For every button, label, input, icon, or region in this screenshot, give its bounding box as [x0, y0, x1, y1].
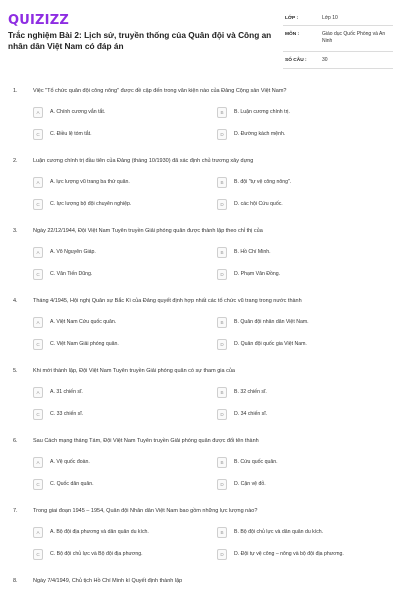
option-letter-box: D: [217, 409, 227, 420]
question-text: Trong giai đoạn 1945 – 1954, Quân đội Nhân dân Việt Nam bao gồm những lực lượng nào?: [33, 508, 258, 514]
option-text: C. Điều lệ tóm tắt.: [50, 131, 92, 137]
option-text: B. Cứu quốc quân.: [234, 459, 278, 465]
option-text: D. các hội Cứu quốc.: [234, 201, 283, 207]
option-text: C. 33 chiến sĩ.: [50, 411, 84, 417]
worksheet-info-table: [283, 10, 393, 69]
question-text: Tháng 4/1945, Hội nghị Quân sự Bắc Kì của Đảng quyết định hợp nhất các tổ chức vũ trang trong nước thành: [33, 298, 302, 304]
option-letter-box: A: [33, 107, 43, 118]
option-text: C. lực lượng bộ đội chuyên nghiệp.: [50, 201, 132, 207]
option-letter-box: D: [217, 129, 227, 140]
option-letter-box: C: [33, 339, 43, 350]
info-value: Giáo dục Quốc Phòng và An Ninh: [322, 31, 386, 44]
option-letter-box: B: [217, 527, 227, 538]
question-item: [0, 508, 400, 578]
answer-option[interactable]: [217, 549, 385, 560]
option-letter-box: D: [217, 479, 227, 490]
option-text: A. Chính cương vắn tắt.: [50, 109, 106, 115]
option-text: C. Bộ đội chủ lực và Bộ đội địa phương.: [50, 551, 143, 557]
question-number: 1.: [13, 88, 18, 94]
option-text: C. Quốc dân quân.: [50, 481, 94, 487]
question-item: [0, 298, 400, 368]
answer-option[interactable]: [217, 457, 385, 468]
option-text: A. Võ Nguyên Giáp.: [50, 249, 96, 255]
option-letter-box: C: [33, 129, 43, 140]
option-text: D. Cận vệ đỏ.: [234, 481, 266, 487]
option-letter-box: C: [33, 199, 43, 210]
option-letter-box: D: [217, 549, 227, 560]
question-list: [0, 88, 400, 600]
question-number: 5.: [13, 368, 18, 374]
option-text: B. Quân đội nhân dân Việt Nam.: [234, 319, 309, 325]
option-letter-box: A: [33, 177, 43, 188]
option-letter-box: D: [217, 269, 227, 280]
answer-option[interactable]: [217, 317, 385, 328]
info-value: 30: [322, 57, 328, 63]
worksheet-header: [0, 0, 400, 78]
question-text: Sau Cách mạng tháng Tám, Đội Việt Nam Tuyên truyền Giải phóng quân được đổi tên thành: [33, 438, 259, 444]
question-number: 7.: [13, 508, 18, 514]
info-row-class: [283, 10, 393, 26]
option-letter-box: A: [33, 457, 43, 468]
option-letter-box: A: [33, 387, 43, 398]
answer-option[interactable]: [33, 549, 201, 560]
answer-option[interactable]: [217, 247, 385, 258]
option-letter-box: D: [217, 199, 227, 210]
option-text: D. Quân đội quốc gia Việt Nam.: [234, 341, 307, 347]
answer-option[interactable]: [217, 479, 385, 490]
option-text: D. 34 chiến sĩ.: [234, 411, 268, 417]
option-letter-box: A: [33, 317, 43, 328]
question-text: Việc "Tổ chức quân đội công nông" được đề cập đến trong văn kiện nào của Đảng Cộng sản Việt Nam?: [33, 88, 287, 94]
option-letter-box: B: [217, 247, 227, 258]
quizizz-logo: QUIZIZZ: [8, 13, 69, 28]
answer-option[interactable]: [33, 269, 201, 280]
option-text: C. Việt Nam Giải phóng quân.: [50, 341, 119, 347]
option-letter-box: B: [217, 387, 227, 398]
question-item: [0, 368, 400, 438]
answer-option[interactable]: [33, 387, 201, 398]
answer-option[interactable]: [217, 129, 385, 140]
answer-option[interactable]: [33, 177, 201, 188]
question-item: [0, 88, 400, 158]
option-letter-box: B: [217, 457, 227, 468]
answer-option[interactable]: [217, 199, 385, 210]
option-text: A. Việt Nam Cứu quốc quân.: [50, 319, 117, 325]
option-text: B. Bộ đội chủ lực và dân quân du kích.: [234, 529, 324, 535]
answer-option[interactable]: [217, 269, 385, 280]
info-row-subject: [283, 26, 393, 52]
option-letter-box: B: [217, 177, 227, 188]
info-label: SỐ CÂU :: [285, 58, 307, 63]
option-text: A. lực lượng vũ trang ba thứ quân.: [50, 179, 130, 185]
question-item: [0, 438, 400, 508]
question-number: 2.: [13, 158, 18, 164]
option-text: D. Đội tự vệ công – nông và bộ đội địa phương.: [234, 551, 344, 557]
option-text: B. Hồ Chí Minh.: [234, 249, 271, 255]
info-row-question-count: [283, 52, 393, 69]
option-letter-box: B: [217, 107, 227, 118]
answer-option[interactable]: [217, 177, 385, 188]
question-text: Luận cương chính trị đầu tiên của Đảng (tháng 10/1930) đã xác định chủ trương xây dựng: [33, 158, 254, 164]
answer-option[interactable]: [33, 479, 201, 490]
option-text: A. 31 chiến sĩ.: [50, 389, 83, 395]
option-letter-box: B: [217, 317, 227, 328]
option-letter-box: D: [217, 339, 227, 350]
question-number: 3.: [13, 228, 18, 234]
question-text: Ngày 7/4/1949, Chủ tịch Hồ Chí Minh kí Quyết định thành lập: [33, 578, 183, 584]
option-text: C. Văn Tiến Dũng.: [50, 271, 93, 277]
option-text: D. Đường kách mệnh.: [234, 131, 286, 137]
info-value: Lớp 10: [322, 15, 338, 21]
option-letter-box: A: [33, 247, 43, 258]
option-text: B. 32 chiến sĩ.: [234, 389, 267, 395]
info-label: LỚP :: [285, 16, 299, 21]
question-text: Khi mới thành lập, Đội Việt Nam Tuyên truyền Giải phóng quân có sự tham gia của: [33, 368, 235, 374]
option-text: D. Phạm Văn Đồng.: [234, 271, 281, 277]
question-item: [0, 158, 400, 228]
answer-option[interactable]: [33, 317, 201, 328]
question-number: 6.: [13, 438, 18, 444]
answer-option[interactable]: [33, 129, 201, 140]
question-item: [0, 578, 400, 600]
question-number: 8.: [13, 578, 18, 584]
answer-option[interactable]: [33, 107, 201, 118]
answer-option[interactable]: [217, 339, 385, 350]
answer-option[interactable]: [217, 527, 385, 538]
option-letter-box: C: [33, 549, 43, 560]
answer-option[interactable]: [217, 107, 385, 118]
option-text: A. Vệ quốc đoàn.: [50, 459, 90, 465]
question-text: Ngày 22/12/1944, Đội Việt Nam Tuyên truyền Giải phóng quân được thành lập theo chỉ thị của: [33, 228, 263, 234]
info-label: MÔN :: [285, 32, 300, 37]
answer-option[interactable]: [33, 247, 201, 258]
worksheet-title: Trắc nghiệm Bài 2: Lịch sử, truyền thống của Quân đội và Công an nhân dân Việt Nam có đáp án: [8, 30, 272, 51]
answer-option[interactable]: [217, 387, 385, 398]
option-letter-box: A: [33, 527, 43, 538]
question-item: [0, 228, 400, 298]
option-letter-box: C: [33, 269, 43, 280]
option-text: A. Bộ đội địa phương và dân quân du kích.: [50, 529, 149, 535]
answer-option[interactable]: [33, 339, 201, 350]
option-letter-box: C: [33, 479, 43, 490]
answer-option[interactable]: [217, 409, 385, 420]
answer-option[interactable]: [33, 199, 201, 210]
option-letter-box: C: [33, 409, 43, 420]
question-number: 4.: [13, 298, 18, 304]
option-text: B. đội "tự vệ công nông".: [234, 179, 292, 185]
answer-option[interactable]: [33, 409, 201, 420]
answer-option[interactable]: [33, 527, 201, 538]
option-text: B. Luận cương chính trị.: [234, 109, 290, 115]
answer-option[interactable]: [33, 457, 201, 468]
